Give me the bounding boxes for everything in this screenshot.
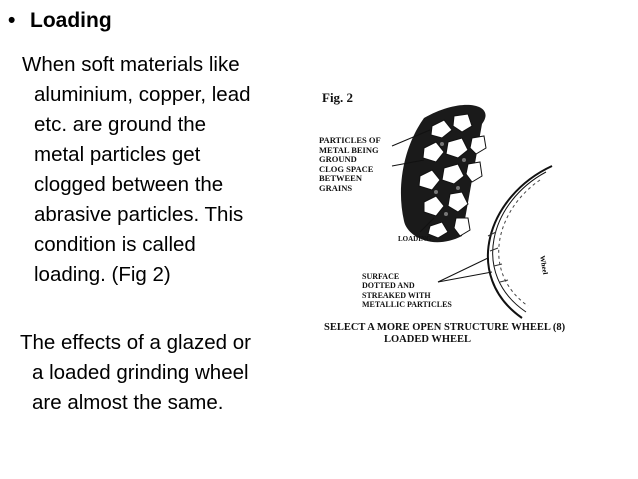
label-surface — [362, 272, 452, 310]
bullet-point: • — [8, 9, 16, 32]
text-line: condition is called — [34, 233, 196, 256]
heading-text: Loading — [30, 9, 112, 32]
wheel-rim-inner — [493, 172, 546, 312]
label-line: SURFACE — [362, 272, 400, 281]
figure-number: Fig. 2 — [322, 90, 354, 105]
label-line: GRAINS — [319, 182, 353, 193]
loaded-wheel-illustration — [312, 86, 628, 356]
label-line: METALLIC PARTICLES — [362, 300, 452, 310]
text-line: When soft materials like — [22, 53, 240, 76]
text-line: loading. (Fig 2) — [34, 263, 171, 286]
caption-line: LOADED WHEEL — [384, 334, 472, 345]
label-line: BETWEEN — [319, 173, 362, 184]
text-line: are almost the same. — [32, 391, 224, 414]
paragraph-loading-description — [22, 50, 251, 290]
text-line: clogged between the — [34, 173, 224, 196]
wheel-rim-outer — [488, 166, 552, 318]
wheel-arrow-mark: Wheel — [538, 254, 550, 276]
caption-line: SELECT A MORE OPEN STRUCTURE WHEEL (8) — [324, 322, 566, 333]
wheel-surface-dotted — [499, 180, 540, 306]
text-line: The effects of a glazed or — [20, 331, 251, 354]
figure-loaded-wheel — [312, 86, 628, 356]
text-line: metal particles get — [34, 143, 201, 166]
label-line: DOTTED AND — [362, 281, 415, 291]
label-loading: LOADING — [398, 235, 432, 243]
label-line: PARTICLES OF — [319, 135, 381, 145]
text-line: a loaded grinding wheel — [32, 361, 249, 384]
label-line: METAL BEING — [319, 144, 379, 155]
text-line: etc. are ground the — [34, 113, 207, 136]
label-line: STREAKED WITH — [362, 290, 431, 300]
label-line: CLOG SPACE — [319, 163, 374, 174]
label-line: GROUND — [319, 154, 357, 165]
figure-caption — [324, 322, 565, 346]
text-line: aluminium, copper, lead — [34, 83, 251, 106]
label-particles-of-metal — [319, 136, 381, 194]
text-line: abrasive particles. This — [34, 203, 244, 226]
paragraph-effects — [20, 328, 251, 418]
heading-loading — [8, 8, 112, 34]
